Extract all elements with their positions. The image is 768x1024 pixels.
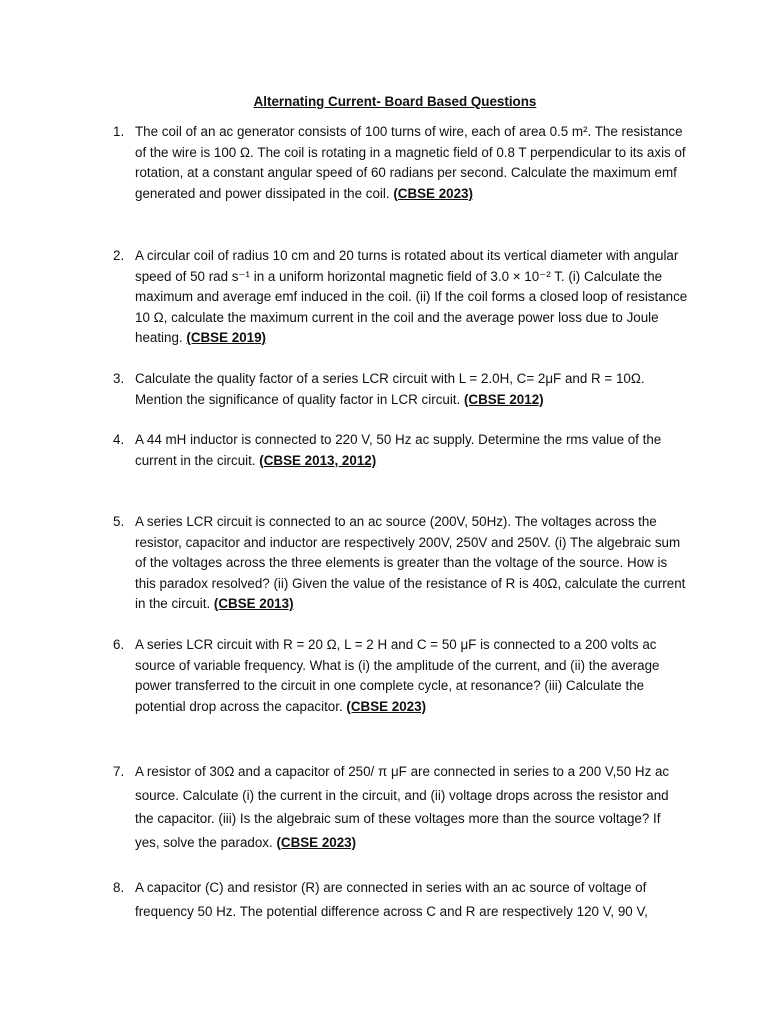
question-number: 8.	[113, 880, 125, 895]
question-number: 5.	[113, 514, 125, 529]
question-number: 2.	[113, 248, 125, 263]
question-text: A 44 mH inductor is connected to 220 V, 50 Hz ac supply. Determine the rms value of the current in the circuit.	[135, 432, 662, 468]
question-text: A capacitor (C) and resistor (R) are connected in series with an ac source of voltage of frequency 50 Hz. The potential difference across C and R are respectively 120 V, 90 V,	[135, 880, 648, 919]
question-source: (CBSE 2019)	[186, 330, 267, 345]
page-title: Alternating Current- Board Based Questions	[253, 94, 537, 109]
question-text-block	[135, 876, 688, 924]
question-number: 4.	[113, 432, 125, 447]
question-text: A resistor of 30Ω and a capacitor of 250/ π μF are connected in series to a 200 V,50 Hz ac source. Calculate (i) the current in the circuit, and (ii) voltage drops across the resistor and the capacitor. (iii) Is the algebraic sum of these voltages more than the source voltage? If yes, solve the paradox.	[135, 764, 670, 850]
question-source: (CBSE 2013)	[213, 596, 294, 611]
question-source: (CBSE 2023)	[346, 698, 427, 714]
question-text-block	[135, 246, 688, 349]
question-6	[113, 635, 688, 717]
question-text-block	[135, 512, 688, 615]
question-text-block	[135, 430, 688, 471]
question-text: A series LCR circuit with R = 20 Ω, L = 2 H and C = 50 μF is connected to a 200 volts ac source of variable frequency. What is (i) the amplitude of the current, and (ii) the average power transferred to the circuit in one complete cycle, at resonance? (iii) Calculate the potential drop across the capacitor.	[135, 637, 660, 714]
question-number: 7.	[113, 764, 125, 779]
question-text-block	[135, 760, 688, 854]
question-text: A series LCR circuit is connected to an ac source (200V, 50Hz). The voltages across the resistor, capacitor and inductor are respectively 200V, 250V and 250V. (i) The algebraic sum of the voltages across the three elements is greater than the voltage of the source. How is this paradox resolved? (ii) Given the value of the resistance of R is 40Ω, calculate the current in the circuit.	[135, 514, 686, 611]
question-text: A circular coil of radius 10 cm and 20 turns is rotated about its vertical diameter with angular speed of 50 rad s⁻¹ in a uniform horizontal magnetic field of 3.0 × 10⁻² T. (i) Calculate the maximum and average emf induced in the coil. (ii) If the coil forms a closed loop of resistance 10 Ω, calculate the maximum current in the coil and the average power loss due to Joule heating.	[135, 248, 688, 345]
question-text: The coil of an ac generator consists of 100 turns of wire, each of area 0.5 m². The resistance of the wire is 100 Ω. The coil is rotating in a magnetic field of 0.8 T perpendicular to its axis of rotation, at a constant angular speed of 60 radians per second. Calculate the maximum emf generated and power dissipated in the coil.	[135, 124, 686, 201]
question-text-block	[135, 122, 688, 204]
question-3	[113, 369, 688, 410]
question-text-block	[135, 635, 688, 717]
question-source: (CBSE 2012)	[463, 391, 544, 407]
question-5	[113, 512, 688, 615]
question-source: (CBSE 2023)	[276, 834, 357, 850]
question-source: (CBSE 2023)	[393, 185, 473, 201]
question-7	[113, 760, 688, 854]
question-1	[113, 122, 688, 204]
question-number: 1.	[113, 124, 125, 139]
question-2	[113, 246, 688, 349]
question-number: 3.	[113, 371, 125, 386]
question-source: (CBSE 2013, 2012)	[259, 452, 377, 468]
question-number: 6.	[113, 637, 125, 652]
question-text: Calculate the quality factor of a series LCR circuit with L = 2.0H, C= 2μF and R = 10Ω. Mention the significance of quality factor in LCR circuit.	[135, 371, 645, 407]
question-8	[113, 876, 688, 924]
question-4	[113, 430, 688, 471]
question-text-block	[135, 369, 688, 410]
